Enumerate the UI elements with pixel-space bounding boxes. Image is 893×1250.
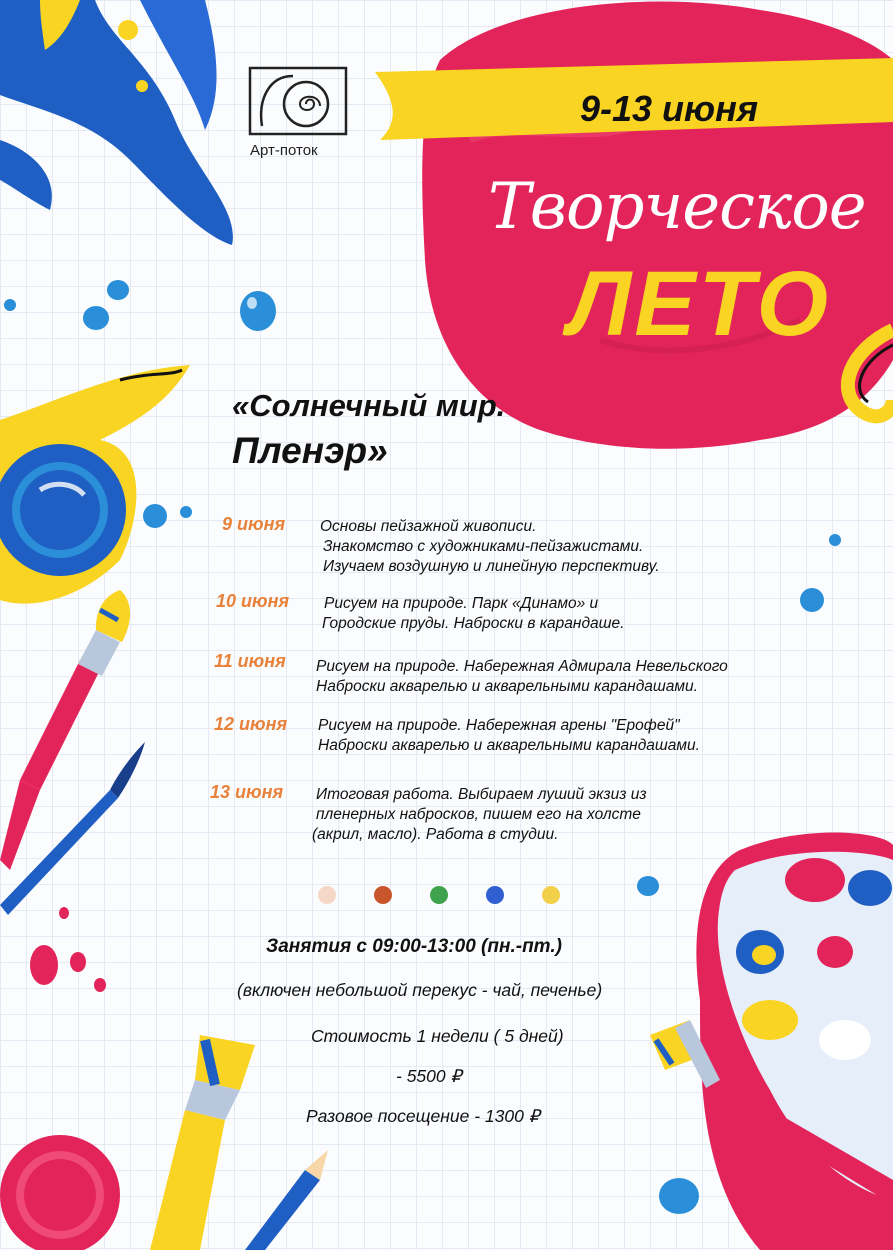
week-price: - 5500 ₽ — [396, 1066, 462, 1086]
schedule-line: Знакомство с художниками-пейзажистами. — [323, 538, 644, 555]
snack-note: (включен небольшой перекус - чай, печенье) — [237, 980, 603, 1000]
schedule-line: Рисуем на природе. Набережная Адмирала Невельского — [316, 658, 728, 675]
schedule-description — [322, 594, 624, 634]
schedule-line: Рисуем на природе. Набережная арены "Ерофей" — [318, 717, 680, 734]
schedule-date: 13 июня — [210, 782, 284, 802]
schedule-line: Рисуем на природе. Парк «Динамо» и — [324, 595, 599, 612]
schedule-description — [316, 657, 728, 697]
schedule-description — [312, 785, 647, 845]
spiral-logo-icon — [248, 66, 348, 136]
title-creative: Творческое — [488, 170, 866, 244]
schedule-line: Городские пруды. Наброски в карандаше. — [322, 615, 625, 632]
blue-paint-splash-top-left — [0, 0, 233, 245]
paint-palette — [696, 833, 893, 1250]
schedule-line: Изучаем воздушную и линейную перспективу. — [323, 558, 660, 575]
schedule-date: 11 июня — [214, 651, 286, 671]
class-hours: Занятия с 09:00-13:00 (пн.-пт.) — [266, 936, 562, 957]
paintbrush-left — [0, 590, 130, 870]
schedule-line: Наброски акварелью и акварельными карандашами. — [316, 678, 698, 695]
blue-paint-pot — [0, 444, 126, 576]
pencil-bottom — [245, 1150, 328, 1250]
red-paint-pot — [0, 1135, 120, 1250]
schedule-line: Итоговая работа. Выбираем луший экзиз из — [316, 786, 647, 803]
schedule-description — [320, 517, 660, 577]
schedule-date: 12 июня — [214, 714, 288, 734]
schedule-description — [318, 716, 700, 756]
color-dot — [374, 886, 392, 904]
schedule-date: 9 июня — [222, 514, 286, 534]
schedule-line: (акрил, масло). Работа в студии. — [312, 826, 559, 843]
program-title-line2: Пленэр» — [232, 430, 388, 471]
schedule-line: Наброски акварелью и акварельными карандашами. — [318, 737, 700, 754]
color-dot — [486, 886, 504, 904]
red-drops — [30, 907, 106, 992]
program-title-line1: «Солнечный мир. — [232, 388, 506, 423]
title-summer: ЛЕТО — [568, 253, 832, 355]
schedule-line: пленерных набросков, пишем его на холсте — [316, 806, 641, 823]
color-dot — [318, 886, 336, 904]
schedule-line: Основы пейзажной живописи. — [320, 518, 537, 535]
color-dot — [430, 886, 448, 904]
logo-label: Арт-поток — [250, 142, 318, 159]
schedule-date: 10 июня — [216, 591, 290, 611]
color-dot — [542, 886, 560, 904]
flat-brush-bottom — [150, 1035, 255, 1250]
week-cost-label: Стоимость 1 недели ( 5 дней) — [311, 1026, 564, 1046]
single-visit-price: Разовое посещение - 1300 ₽ — [306, 1106, 540, 1126]
date-range: 9-13 июня — [580, 88, 759, 129]
